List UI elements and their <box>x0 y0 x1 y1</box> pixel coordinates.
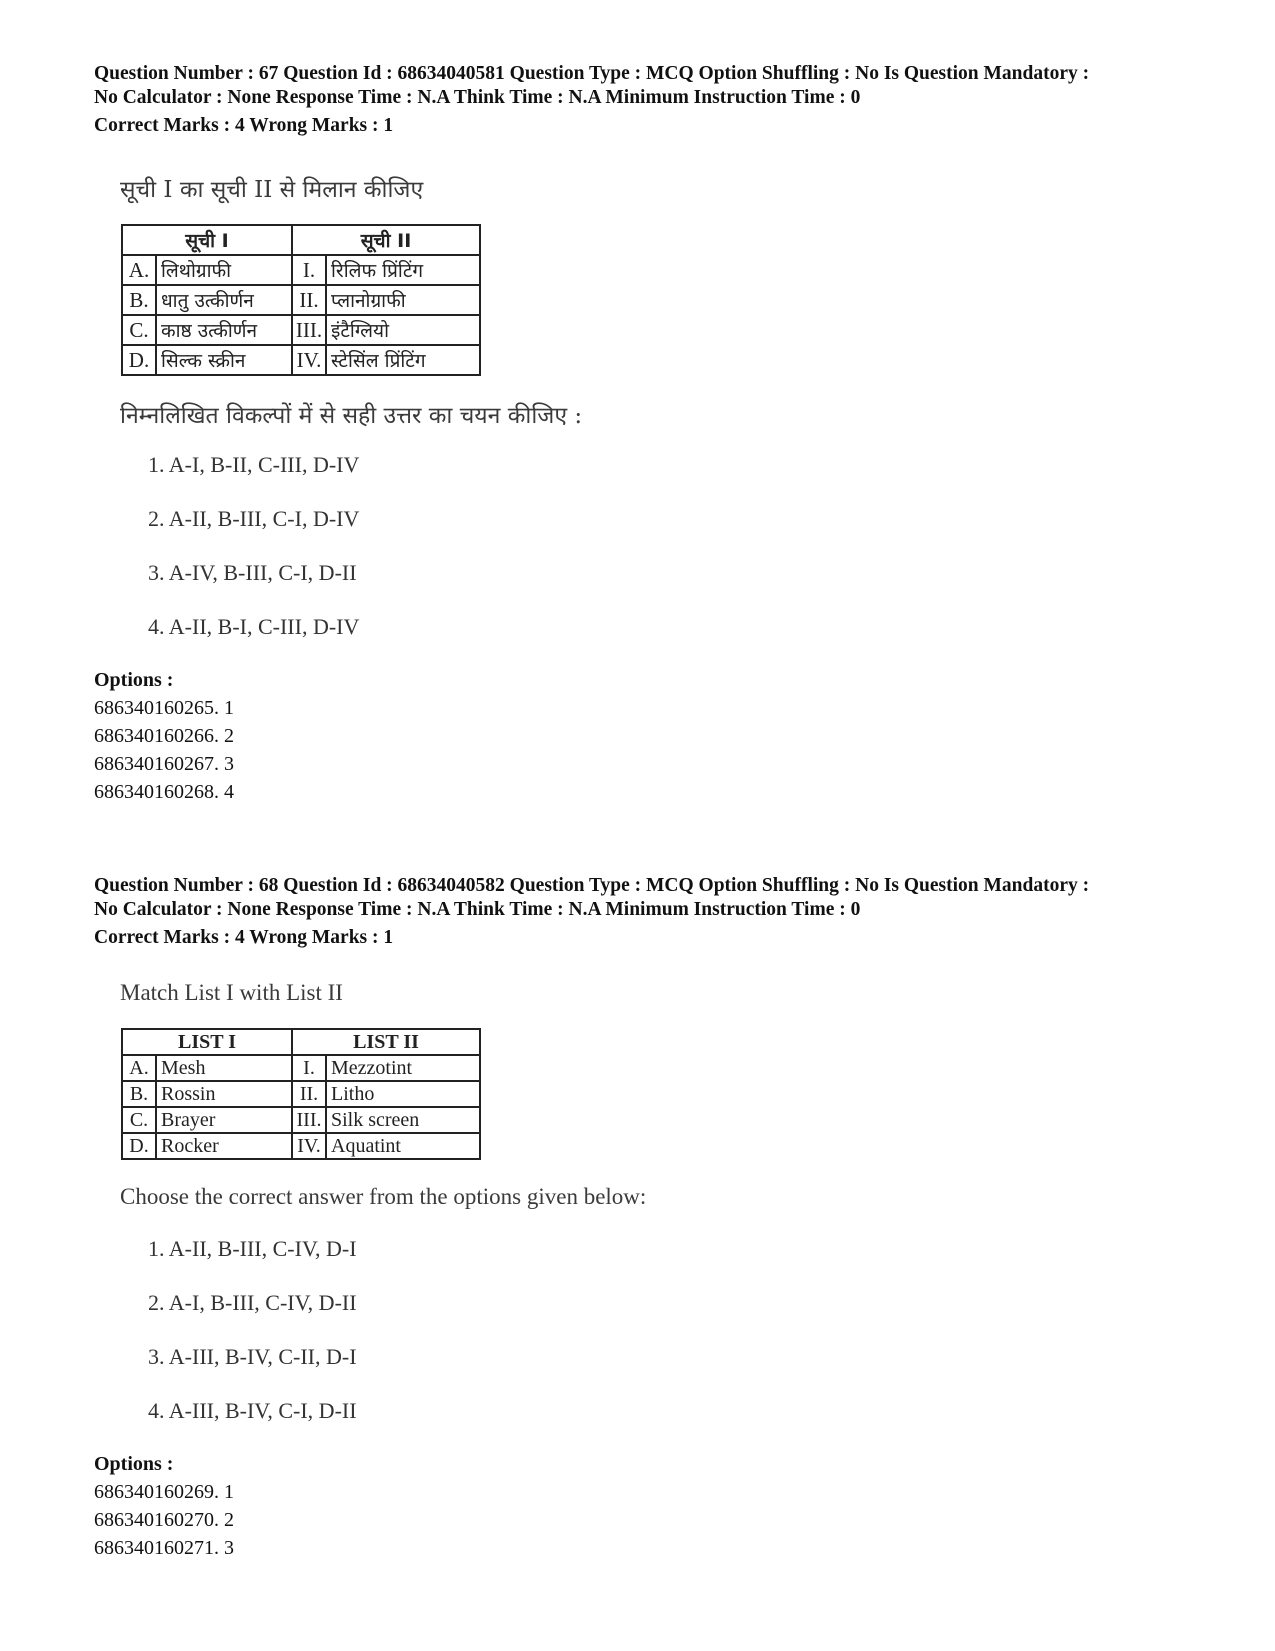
list2-item: स्टेसिंल प्रिंटिंग <box>326 345 480 375</box>
choice-item: 2. A-II, B-III, C-I, D-IV <box>148 506 360 531</box>
list2-item: Litho <box>326 1081 480 1107</box>
row-numeral: II. <box>292 285 326 315</box>
question-meta-line1: Question Number : 68 Question Id : 68634040582 Question Type : MCQ Option Shuffling : No Is Question Mandatory : <box>94 875 1090 896</box>
choice-item: 2. A-I, B-III, C-IV, D-II <box>148 1290 357 1315</box>
table-row <box>122 1055 480 1081</box>
option-id: 686340160271. 3 <box>94 1537 234 1559</box>
list2-header: सूची II <box>292 225 480 255</box>
row-key: A. <box>122 255 156 285</box>
choice-list <box>148 1234 1275 1450</box>
row-key: C. <box>122 1107 156 1133</box>
choice-list <box>148 450 1275 666</box>
list2-item: Silk screen <box>326 1107 480 1133</box>
table-header-row <box>122 1029 480 1055</box>
list1-item: काष्ठ उत्कीर्णन <box>156 315 292 345</box>
list2-item: रिलिफ प्रिंटिंग <box>326 255 480 285</box>
row-numeral: III. <box>292 315 326 345</box>
list2-item: प्लानोग्राफी <box>326 285 480 315</box>
list1-item: धातु उत्कीर्णन <box>156 285 292 315</box>
table-row <box>122 345 480 375</box>
list1-header: सूची I <box>122 225 292 255</box>
options-label: Options : <box>94 1453 174 1475</box>
table-header-row <box>122 225 480 255</box>
list2-item: Mezzotint <box>326 1055 480 1081</box>
list2-item: इंटैग्लियो <box>326 315 480 345</box>
row-key: B. <box>122 1081 156 1107</box>
match-table <box>121 1028 481 1160</box>
answer-instruction: Choose the correct answer from the options given below: <box>120 1184 647 1209</box>
list1-item: Rocker <box>156 1133 292 1159</box>
row-key: D. <box>122 1133 156 1159</box>
row-numeral: III. <box>292 1107 326 1133</box>
row-numeral: II. <box>292 1081 326 1107</box>
choice-item: 3. A-IV, B-III, C-I, D-II <box>148 560 357 585</box>
option-id: 686340160265. 1 <box>94 697 234 719</box>
list2-item: Aquatint <box>326 1133 480 1159</box>
list1-header: LIST I <box>122 1029 292 1055</box>
marks-line: Correct Marks : 4 Wrong Marks : 1 <box>94 927 394 948</box>
table-row <box>122 1081 480 1107</box>
options-label: Options : <box>94 669 174 691</box>
question-prompt: Match List I with List II <box>120 980 343 1005</box>
list1-item: लिथोग्राफी <box>156 255 292 285</box>
row-numeral: IV. <box>292 1133 326 1159</box>
list2-header: LIST II <box>292 1029 480 1055</box>
table-row <box>122 315 480 345</box>
choice-item: 4. A-III, B-IV, C-I, D-II <box>148 1398 357 1423</box>
list1-item: Rossin <box>156 1081 292 1107</box>
table-row <box>122 1107 480 1133</box>
list1-item: सिल्क स्क्रीन <box>156 345 292 375</box>
option-id: 686340160270. 2 <box>94 1509 234 1531</box>
option-id: 686340160267. 3 <box>94 753 234 775</box>
table-row <box>122 255 480 285</box>
choice-item: 1. A-I, B-II, C-III, D-IV <box>148 452 360 477</box>
question-meta <box>94 874 1214 950</box>
answer-instruction: निम्नलिखित विकल्पों में से सही उत्तर का चयन कीजिए : <box>120 403 583 429</box>
match-table <box>121 224 481 376</box>
choice-item: 3. A-III, B-IV, C-II, D-I <box>148 1344 357 1369</box>
question-meta-line2: No Calculator : None Response Time : N.A Think Time : N.A Minimum Instruction Time : 0 <box>94 899 861 920</box>
list1-item: Brayer <box>156 1107 292 1133</box>
question-meta-line2: No Calculator : None Response Time : N.A Think Time : N.A Minimum Instruction Time : 0 <box>94 87 861 108</box>
row-key: B. <box>122 285 156 315</box>
question-meta <box>94 62 1214 138</box>
marks-line: Correct Marks : 4 Wrong Marks : 1 <box>94 115 394 136</box>
row-numeral: I. <box>292 255 326 285</box>
choice-item: 4. A-II, B-I, C-III, D-IV <box>148 614 360 639</box>
option-id: 686340160268. 4 <box>94 781 234 803</box>
table-row <box>122 1133 480 1159</box>
choice-item: 1. A-II, B-III, C-IV, D-I <box>148 1236 357 1261</box>
row-key: C. <box>122 315 156 345</box>
table-row <box>122 285 480 315</box>
row-key: D. <box>122 345 156 375</box>
row-numeral: IV. <box>292 345 326 375</box>
option-id: 686340160269. 1 <box>94 1481 234 1503</box>
question-68 <box>0 874 1275 1562</box>
list1-item: Mesh <box>156 1055 292 1081</box>
row-numeral: I. <box>292 1055 326 1081</box>
option-id: 686340160266. 2 <box>94 725 234 747</box>
question-67 <box>0 62 1275 806</box>
row-key: A. <box>122 1055 156 1081</box>
question-prompt: सूची I का सूची II से मिलान कीजिए <box>120 177 424 203</box>
question-meta-line1: Question Number : 67 Question Id : 68634040581 Question Type : MCQ Option Shuffling : No Is Question Mandatory : <box>94 63 1090 84</box>
